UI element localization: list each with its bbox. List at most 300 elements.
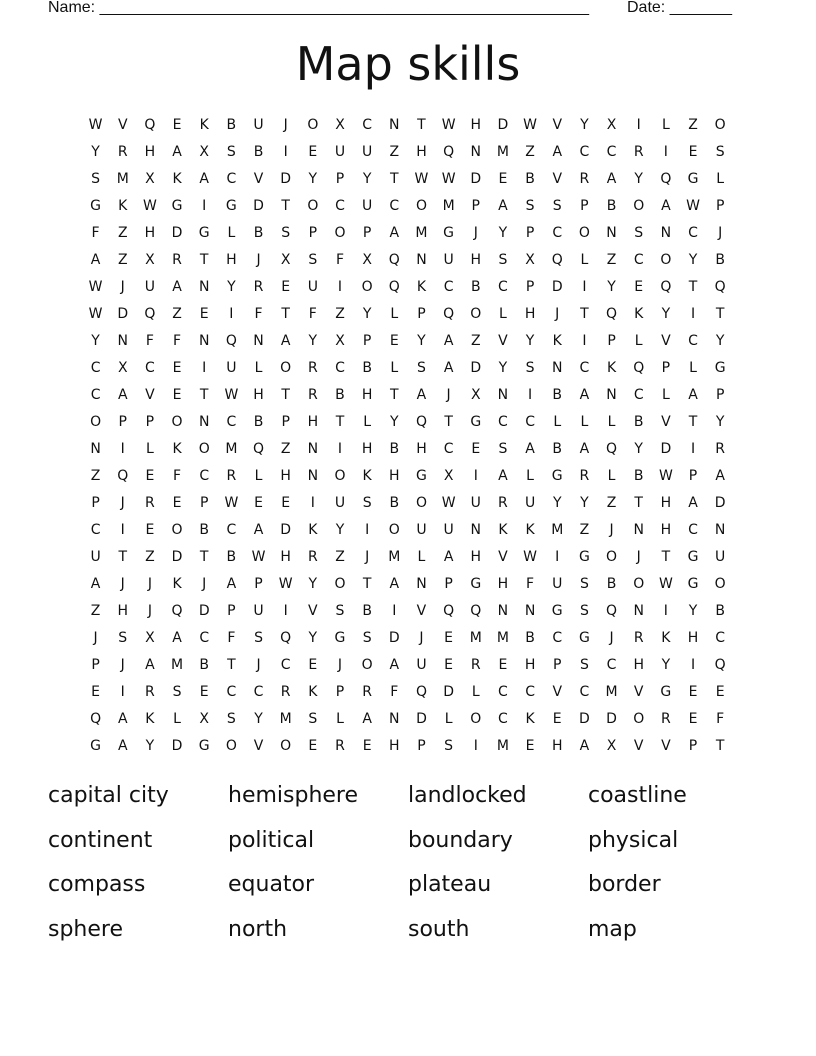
grid-letter: O [334,576,346,592]
grid-letter: C [335,198,345,214]
grid-letter: A [117,738,128,754]
grid-letter: S [308,252,318,268]
grid-letter: A [715,468,725,484]
grid-letter: N [606,225,617,241]
grid-letter: Y [91,333,100,349]
grid-letter: H [524,657,536,673]
grid-letter: C [606,144,617,160]
grid-letter: J [419,630,424,646]
grid-letter: R [633,630,644,646]
grid-letter: C [90,360,101,376]
grid-letter: P [91,495,100,511]
grid-letter: D [171,738,183,754]
grid-letter: C [715,630,726,646]
grid-letter: D [551,279,563,295]
grid-letter: X [443,468,454,484]
grid-letter: M [496,738,509,754]
grid-row [82,517,734,544]
grid-letter: I [337,441,343,457]
grid-letter: B [253,144,264,160]
grid-letter: L [580,414,589,430]
grid-letter: D [198,603,210,619]
grid-row [82,193,734,220]
grid-letter: L [390,306,399,322]
grid-letter: N [307,441,319,457]
grid-letter: I [473,468,478,484]
grid-letter: U [362,144,373,160]
grid-letter: I [365,522,370,538]
grid-letter: P [362,225,372,241]
grid-letter: L [145,441,154,457]
word-bank-row [48,913,768,958]
grid-row [82,274,734,301]
grid-letter: P [91,657,100,673]
grid-letter: Z [90,468,101,484]
grid-letter: V [633,738,644,754]
grid-letter: X [145,171,155,187]
grid-letter: P [553,657,562,673]
grid-letter: G [198,225,210,241]
grid-letter: Q [171,603,183,619]
grid-letter: T [390,387,399,403]
grid-letter: S [417,360,426,376]
grid-letter: O [225,738,237,754]
grid-letter: G [225,198,237,214]
grid-letter: E [308,738,318,754]
grid-letter: U [253,117,264,133]
grid-letter: A [443,333,454,349]
grid-letter: U [416,657,427,673]
grid-letter: D [714,495,726,511]
grid-letter: I [283,144,288,160]
grid-letter: A [389,657,400,673]
grid-letter: T [335,414,345,430]
grid-letter: P [417,738,426,754]
grid-letter: Q [388,252,400,268]
word-bank-row [48,868,768,913]
grid-letter: Q [90,711,102,727]
grid-letter: W [658,468,673,484]
grid-letter: N [524,603,536,619]
grid-row [82,355,734,382]
grid-letter: H [470,549,482,565]
grid-letter: K [552,333,562,349]
grid-letter: Z [280,441,291,457]
grid-letter: V [633,684,644,700]
grid-letter: L [227,225,236,241]
grid-letter: F [254,306,263,322]
word-bank-item: political [228,827,315,853]
grid-letter: G [551,468,563,484]
grid-letter: K [525,522,535,538]
grid-letter: W [278,576,293,592]
grid-letter: E [498,171,508,187]
grid-letter: D [253,198,264,214]
grid-letter: N [198,333,210,349]
grid-letter: W [658,576,673,592]
grid-letter: R [172,252,182,268]
grid-letter: Q [443,603,455,619]
grid-letter: C [579,684,590,700]
grid-letter: A [579,738,590,754]
grid-letter: L [471,684,480,700]
grid-letter: U [90,549,101,565]
grid-letter: Q [660,279,672,295]
grid-letter: P [715,198,725,214]
word-bank-row [48,824,768,869]
grid-letter: P [281,414,290,430]
grid-letter: C [226,171,237,187]
grid-letter: F [227,630,236,646]
grid-letter: C [498,684,508,700]
grid-letter: J [147,576,152,592]
grid-letter: D [416,711,427,727]
grid-letter: Z [335,549,345,565]
grid-letter: E [281,495,291,511]
grid-letter: K [199,117,209,133]
grid-letter: N [660,225,672,241]
grid-letter: K [172,576,182,592]
grid-letter: Y [607,279,616,295]
grid-letter: Z [389,144,400,160]
grid-letter: S [281,225,291,241]
grid-letter: I [310,495,315,511]
grid-row [82,328,734,355]
grid-letter: O [633,711,645,727]
grid-letter: N [389,117,400,133]
grid-letter: X [199,711,209,727]
grid-letter: W [414,171,429,187]
name-field: Name: _______________________________________________________ [48,0,589,16]
grid-letter: S [579,576,589,592]
grid-letter: X [470,387,481,403]
grid-row [82,382,734,409]
grid-letter: E [634,279,644,295]
word-bank-item: boundary [408,827,513,853]
grid-letter: H [389,738,400,754]
grid-letter: G [714,360,726,376]
grid-letter: Z [145,549,155,565]
grid-letter: V [253,171,264,187]
grid-letter: I [473,738,478,754]
grid-letter: L [634,333,643,349]
grid-letter: D [443,684,454,700]
grid-letter: I [663,144,668,160]
grid-letter: N [416,576,427,592]
grid-row [82,463,734,490]
grid-letter: W [224,495,239,511]
grid-letter: U [307,279,318,295]
grid-letter: E [715,684,725,700]
grid-letter: J [337,657,343,673]
grid-letter: M [496,630,509,646]
grid-letter: N [551,360,563,376]
grid-letter: Z [470,333,481,349]
grid-letter: X [362,252,372,268]
grid-letter: D [579,711,590,727]
grid-letter: R [307,387,318,403]
grid-letter: S [498,441,508,457]
grid-letter: J [256,252,261,268]
grid-letter: G [551,603,563,619]
grid-letter: Q [225,333,237,349]
grid-letter: S [715,144,725,160]
grid-letter: D [171,225,183,241]
grid-letter: R [470,657,481,673]
grid-letter: R [117,144,128,160]
grid-letter: N [633,522,644,538]
grid-letter: P [525,279,535,295]
grid-letter: C [525,414,535,430]
grid-letter: V [661,414,671,430]
grid-letter: O [578,225,590,241]
grid-letter: E [281,279,291,295]
grid-letter: I [392,603,397,619]
grid-letter: V [498,333,508,349]
grid-letter: T [199,387,209,403]
grid-letter: U [443,522,454,538]
grid-letter: P [118,414,127,430]
grid-letter: T [118,549,128,565]
grid-letter: H [307,414,319,430]
grid-letter: C [552,630,563,646]
grid-letter: C [606,657,617,673]
grid-letter: S [552,198,562,214]
grid-letter: J [718,225,723,241]
grid-letter: J [120,657,125,673]
grid-letter: Y [634,171,643,187]
grid-letter: K [416,279,427,295]
grid-letter: Y [227,279,236,295]
grid-letter: O [660,252,672,268]
page-title: Map skills [295,37,521,91]
grid-letter: P [715,387,725,403]
grid-row [82,733,734,760]
grid-row [82,652,734,679]
grid-letter: T [281,198,290,214]
grid-letter: Q [117,468,129,484]
grid-letter: R [307,549,318,565]
grid-letter: I [690,306,696,322]
grid-row [82,544,734,571]
grid-letter: K [525,711,535,727]
grid-letter: H [551,738,563,754]
grid-letter: B [199,657,209,673]
grid-letter: D [280,522,292,538]
grid-letter: Q [144,306,156,322]
grid-letter: B [715,252,725,268]
grid-letter: S [335,603,345,619]
grid-letter: T [199,549,209,565]
grid-letter: I [337,279,343,295]
grid-letter: C [199,630,210,646]
grid-letter: J [93,630,98,646]
word-bank-item: equator [228,872,315,897]
grid-letter: A [389,576,400,592]
grid-letter: A [117,387,128,403]
grid-letter: V [661,333,671,349]
grid-letter: O [388,522,400,538]
grid-letter: S [91,171,101,187]
word-bank-item: sphere [48,916,124,942]
grid-letter: H [470,117,482,133]
grid-letter: G [578,630,590,646]
grid-letter: S [254,630,263,646]
grid-letter: D [470,171,482,187]
grid-letter: H [253,387,264,403]
grid-letter: V [145,387,155,403]
grid-letter: J [446,387,451,403]
grid-letter: A [199,171,209,187]
grid-letter: Y [145,738,155,754]
grid-letter: H [117,603,128,619]
grid-letter: O [307,117,319,133]
grid-letter: V [416,603,427,619]
grid-letter: Z [117,225,128,241]
grid-letter: U [362,198,373,214]
grid-letter: L [607,468,616,484]
grid-letter: P [417,306,426,322]
grid-letter: C [688,522,698,538]
grid-letter: B [715,603,725,619]
grid-letter: P [688,738,698,754]
grid-letter: B [362,603,372,619]
grid-letter: I [202,198,207,214]
grid-letter: H [389,468,400,484]
word-bank-row [48,779,768,824]
grid-letter: L [553,414,562,430]
grid-letter: J [256,657,261,673]
grid-letter: N [470,522,481,538]
grid-letter: G [416,468,427,484]
grid-letter: P [444,576,453,592]
grid-letter: S [226,144,236,160]
grid-letter: N [714,522,726,538]
grid-row [82,706,734,733]
grid-letter: O [334,468,346,484]
grid-letter: Y [634,441,643,457]
grid-letter: Q [280,630,292,646]
grid-letter: Y [254,711,263,727]
grid-letter: V [552,171,563,187]
grid-letter: G [470,576,482,592]
grid-letter: B [633,468,644,484]
grid-row [82,598,734,625]
grid-letter: P [607,333,616,349]
grid-letter: Y [688,603,698,619]
grid-letter: L [254,468,263,484]
grid-row [82,679,734,706]
grid-letter: Z [525,144,535,160]
word-bank-item: coastline [588,783,687,808]
grid-row [82,436,734,463]
grid-letter: L [526,468,534,484]
grid-letter: B [226,549,237,565]
grid-letter: I [120,684,125,700]
grid-letter: P [688,468,698,484]
grid-letter: P [145,414,155,430]
grid-letter: M [279,711,292,727]
grid-letter: Y [91,144,100,160]
grid-letter: M [496,144,509,160]
grid-letter: Z [335,306,345,322]
grid-letter: M [551,522,564,538]
grid-letter: G [470,414,482,430]
grid-letter: O [633,576,645,592]
grid-letter: N [470,144,481,160]
grid-letter: J [609,630,614,646]
grid-letter: G [171,198,183,214]
grid-letter: A [579,387,590,403]
grid-letter: L [363,414,372,430]
grid-letter: G [443,225,455,241]
grid-letter: K [172,441,182,457]
grid-letter: E [525,738,535,754]
grid-letter: Y [362,306,372,322]
word-bank [48,779,768,957]
grid-letter: C [688,225,698,241]
grid-letter: X [606,117,617,133]
grid-letter: R [715,441,726,457]
grid-letter: C [498,711,508,727]
grid-letter: P [580,198,589,214]
grid-letter: Z [606,252,617,268]
grid-letter: E [688,684,698,700]
grid-letter: S [498,252,508,268]
grid-row [82,625,734,652]
grid-letter: A [661,198,671,214]
grid-letter: E [145,468,155,484]
grid-row [82,409,734,436]
grid-letter: I [555,549,560,565]
grid-letter: E [444,657,454,673]
grid-letter: O [633,198,645,214]
grid-letter: G [90,738,101,754]
grid-letter: B [552,387,563,403]
grid-letter: S [444,738,454,754]
grid-letter: C [362,117,373,133]
grid-letter: Y [308,630,318,646]
grid-letter: E [308,657,318,673]
grid-letter: H [660,522,672,538]
grid-letter: H [633,657,644,673]
grid-letter: C [688,333,698,349]
grid-letter: N [307,468,319,484]
grid-letter: R [307,360,318,376]
grid-letter: U [334,495,346,511]
grid-letter: I [283,603,288,619]
grid-letter: F [526,576,535,592]
grid-letter: G [687,171,699,187]
grid-letter: A [117,711,128,727]
word-bank-item: south [408,916,470,942]
grid-letter: Q [714,279,726,295]
grid-letter: I [202,360,207,376]
grid-letter: A [389,225,400,241]
grid-letter: W [441,495,456,511]
grid-letter: D [497,117,509,133]
grid-letter: D [606,711,617,727]
grid-letter: C [199,468,210,484]
grid-letter: B [253,225,264,241]
grid-letter: U [334,144,346,160]
grid-letter: L [661,117,670,133]
grid-letter: J [202,576,207,592]
grid-letter: M [116,171,129,187]
grid-letter: T [661,549,671,565]
grid-letter: Q [443,306,455,322]
grid-letter: L [689,360,697,376]
